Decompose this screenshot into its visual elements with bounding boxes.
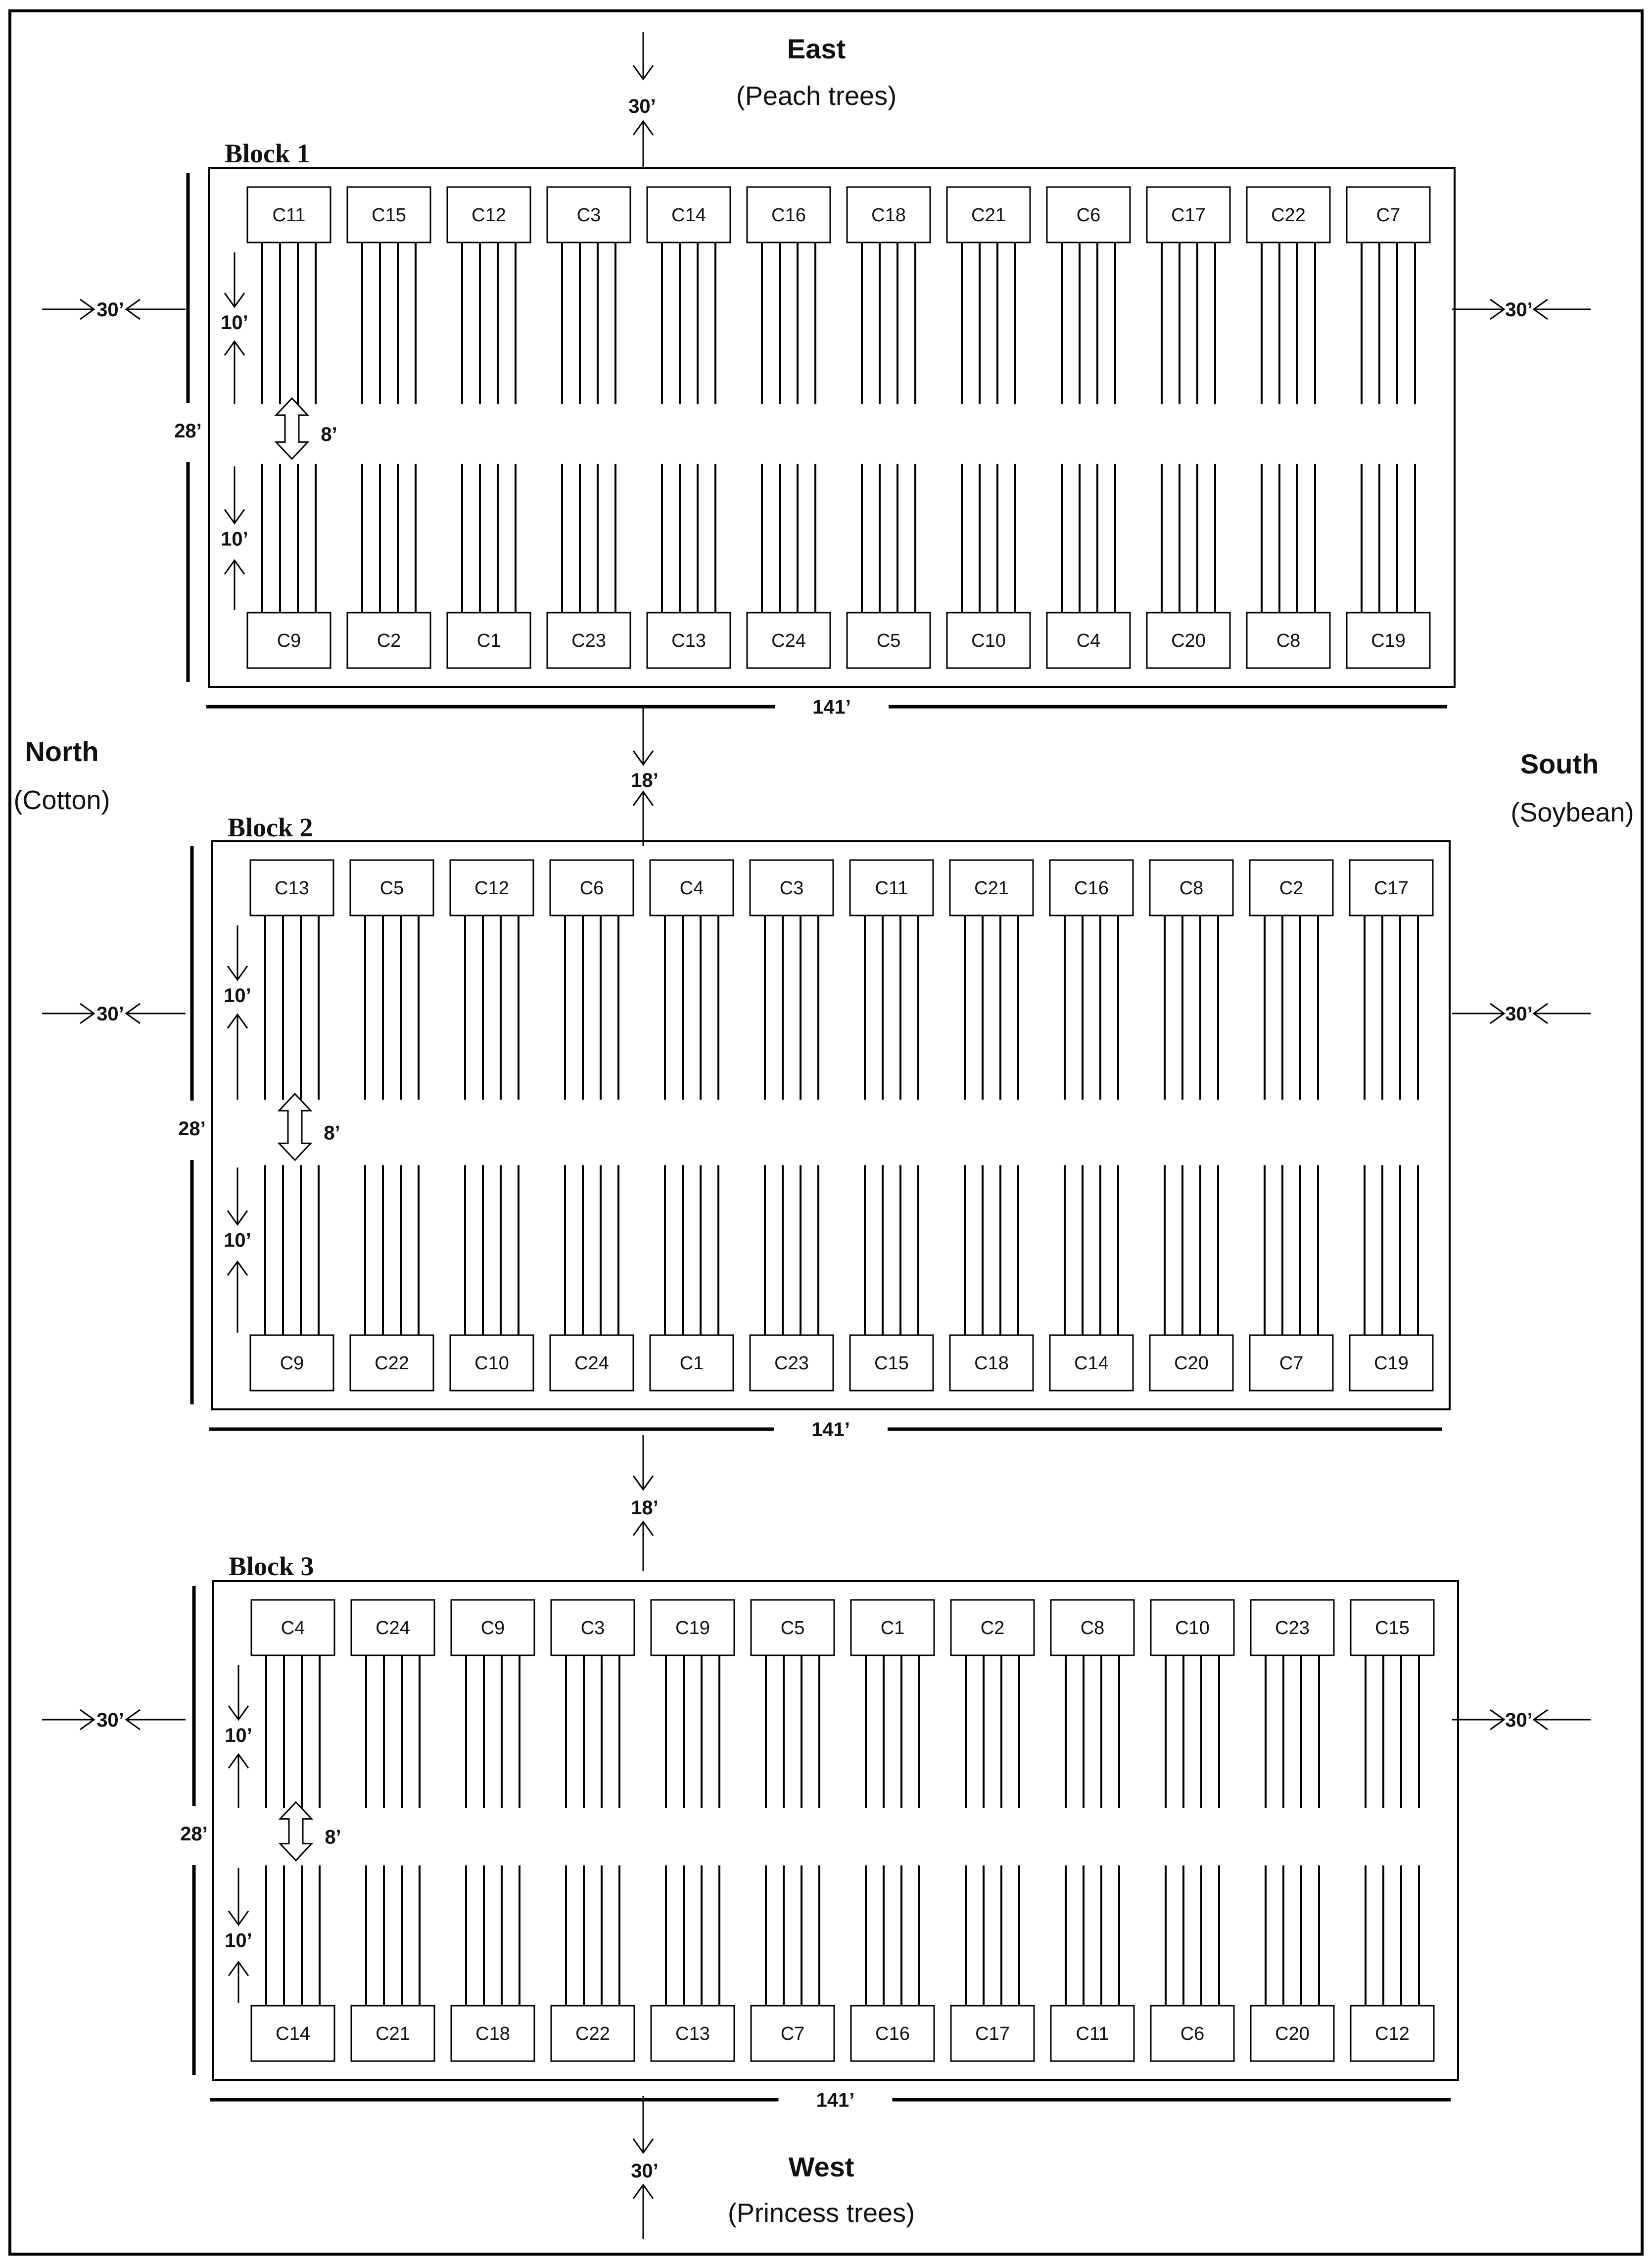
plot-label-top: C12 [474, 878, 509, 899]
plot-label-bottom: C14 [1074, 1353, 1109, 1374]
plot-column [751, 1600, 834, 2061]
plot-label-bottom: C2 [377, 630, 401, 651]
plot-label-bottom: C9 [280, 1353, 304, 1374]
north-crop-label: (Cotton) [13, 785, 110, 815]
plot-label-bottom: C1 [476, 630, 501, 651]
plot-label-bottom: C16 [875, 2024, 910, 2044]
plot-label-top: C23 [1275, 1618, 1310, 1639]
row-length-label-bottom: 10’ [225, 1929, 252, 1952]
width-dimension-label: 141’ [816, 2089, 855, 2111]
plot-label-bottom: C15 [874, 1353, 909, 1374]
plot-column [647, 187, 730, 668]
plot-label-top: C24 [376, 1618, 410, 1639]
plot-label-bottom: C18 [475, 2024, 510, 2044]
plot-label-bottom: C12 [1375, 2024, 1410, 2044]
plot-label-top: C1 [880, 1618, 905, 1639]
plot-label-bottom: C21 [376, 2024, 410, 2044]
plot-column [1050, 860, 1133, 1391]
gap-label-block1-block2: 18’ [631, 770, 659, 791]
plot-label-bottom: C13 [671, 630, 706, 651]
plot-column [1151, 1600, 1234, 2061]
plot-label-bottom: C1 [679, 1353, 704, 1374]
alley-width-label: 8’ [324, 1122, 340, 1144]
south-label: South [1520, 748, 1599, 779]
plot-label-bottom: C10 [971, 630, 1006, 651]
plot-column [451, 1600, 534, 2061]
bottom-gap-label: 30’ [631, 2160, 659, 2182]
plot-column [650, 860, 733, 1391]
plot-label-top: C6 [1076, 205, 1101, 226]
plot-label-top: C3 [779, 878, 804, 899]
plot-column [651, 1600, 734, 2061]
plot-label-top: C11 [875, 878, 908, 899]
block-2 [42, 813, 1591, 1441]
plot-label-top: C15 [1375, 1618, 1410, 1639]
plot-label-bottom: C18 [974, 1353, 1009, 1374]
left-side-gap-label: 30’ [96, 1003, 124, 1025]
plot-label-bottom: C24 [771, 630, 806, 651]
plot-label-bottom: C22 [575, 2024, 610, 2044]
plot-label-bottom: C7 [780, 2024, 805, 2044]
plot-label-top: C8 [1080, 1618, 1105, 1639]
plot-label-top: C13 [275, 878, 309, 899]
west-crop-label: (Princess trees) [727, 2198, 915, 2228]
right-side-gap-label: 30’ [1505, 1709, 1533, 1731]
plot-column [850, 860, 933, 1391]
block-title: Block 2 [228, 813, 313, 842]
row-length-label-top: 10’ [225, 1725, 252, 1746]
plot-label-top: C5 [379, 878, 404, 899]
plot-label-bottom: C20 [1275, 2024, 1310, 2044]
plot-label-bottom: C6 [1180, 2024, 1205, 2044]
plot-label-top: C9 [480, 1618, 505, 1639]
plot-label-bottom: C17 [975, 2024, 1010, 2044]
plot-column [550, 860, 633, 1391]
plot-column [1350, 860, 1433, 1391]
plot-column [947, 187, 1030, 668]
plot-column [851, 1600, 934, 2061]
plot-label-top: C8 [1179, 878, 1204, 899]
alley-width-label: 8’ [321, 424, 337, 446]
plot-label-bottom: C10 [474, 1353, 509, 1374]
top-gap-label: 30’ [628, 96, 656, 117]
row-length-label-top: 10’ [221, 312, 248, 334]
plot-column [551, 1600, 634, 2061]
west-label: West [788, 2151, 854, 2182]
plot-column [951, 1600, 1034, 2061]
plot-label-top: C10 [1175, 1618, 1210, 1639]
plot-label-top: C16 [771, 205, 806, 226]
height-dimension-label: 28’ [174, 420, 202, 442]
left-side-gap-label: 30’ [96, 299, 124, 321]
plot-column [1147, 187, 1230, 668]
plot-column [547, 187, 630, 668]
plot-label-bottom: C8 [1276, 630, 1301, 651]
plot-label-top: C3 [576, 205, 601, 226]
plot-label-top: C16 [1074, 878, 1109, 899]
plot-label-bottom: C9 [277, 630, 301, 651]
block-outline [209, 168, 1455, 687]
plot-column [950, 860, 1033, 1391]
plot-label-bottom: C23 [571, 630, 606, 651]
right-side-gap-label: 30’ [1505, 299, 1533, 321]
plot-label-top: C2 [980, 1618, 1005, 1639]
plot-column [450, 860, 533, 1391]
plot-column [347, 187, 430, 668]
plot-label-top: C4 [679, 878, 704, 899]
plot-column [1247, 187, 1330, 668]
plot-label-bottom: C7 [1279, 1353, 1304, 1374]
plot-label-top: C17 [1374, 878, 1409, 899]
alley-double-arrow [280, 1802, 312, 1861]
plot-label-top: C6 [579, 878, 604, 899]
block-1 [42, 139, 1591, 718]
row-length-label-bottom: 10’ [224, 1229, 251, 1252]
plot-label-top: C12 [472, 205, 506, 226]
plot-label-top: C17 [1171, 205, 1206, 226]
plot-label-bottom: C19 [1374, 1353, 1409, 1374]
plot-column [350, 860, 433, 1391]
plot-label-top: C21 [971, 205, 1006, 226]
width-dimension-label: 141’ [811, 1419, 850, 1441]
plot-label-top: C18 [871, 205, 906, 226]
right-side-gap-label: 30’ [1505, 1003, 1533, 1025]
plot-label-bottom: C23 [774, 1353, 809, 1374]
plot-column [1251, 1600, 1334, 2061]
plot-label-bottom: C5 [876, 630, 901, 651]
plot-label-top: C5 [780, 1618, 805, 1639]
plot-label-top: C3 [580, 1618, 605, 1639]
alley-width-label: 8’ [325, 1826, 341, 1848]
left-side-gap-label: 30’ [96, 1709, 124, 1731]
plot-label-bottom: C20 [1174, 1353, 1209, 1374]
blocks-layer [42, 139, 1591, 2111]
plot-label-bottom: C24 [574, 1353, 609, 1374]
row-length-label-top: 10’ [224, 985, 251, 1007]
plot-column [1250, 860, 1333, 1391]
plot-label-top: C21 [974, 878, 1009, 899]
plot-label-top: C19 [675, 1618, 710, 1639]
plot-column [747, 187, 830, 668]
plot-label-top: C7 [1376, 205, 1401, 226]
plot-column [1351, 1600, 1434, 2061]
block-title: Block 1 [225, 139, 310, 168]
row-length-label-bottom: 10’ [221, 528, 248, 550]
block-title: Block 3 [229, 1551, 314, 1581]
plot-label-bottom: C22 [375, 1353, 409, 1374]
plot-label-bottom: C19 [1371, 630, 1406, 651]
plot-column [1347, 187, 1430, 668]
plot-label-top: C14 [671, 205, 706, 226]
plot-label-top: C2 [1279, 878, 1304, 899]
plot-label-bottom: C13 [675, 2024, 710, 2044]
plot-column [1150, 860, 1233, 1391]
plot-label-bottom: C20 [1171, 630, 1206, 651]
plot-label-bottom: C11 [1076, 2024, 1109, 2044]
alley-double-arrow [279, 1094, 311, 1160]
plot-label-top: C11 [272, 205, 306, 226]
plot-label-top: C15 [372, 205, 406, 226]
south-crop-label: (Soybean) [1510, 798, 1634, 827]
height-dimension-label: 28’ [178, 1118, 206, 1140]
plot-label-top: C4 [281, 1618, 305, 1639]
east-crop-label: (Peach trees) [736, 81, 897, 111]
plot-column [447, 187, 530, 668]
block-3 [42, 1551, 1591, 2111]
north-label: North [25, 736, 99, 767]
width-dimension-label: 141’ [812, 696, 851, 718]
plot-column [1051, 1600, 1134, 2061]
gap-label-block2-block3: 18’ [631, 1497, 659, 1519]
plot-label-top: C22 [1271, 205, 1306, 226]
east-label: East [787, 33, 846, 64]
plot-column [351, 1600, 434, 2061]
plot-column [750, 860, 833, 1391]
height-dimension-label: 28’ [180, 1823, 208, 1845]
plot-label-bottom: C4 [1076, 630, 1101, 651]
alley-double-arrow [276, 398, 308, 459]
plot-label-bottom: C14 [276, 2024, 310, 2044]
plot-column [847, 187, 930, 668]
plot-column [1047, 187, 1130, 668]
